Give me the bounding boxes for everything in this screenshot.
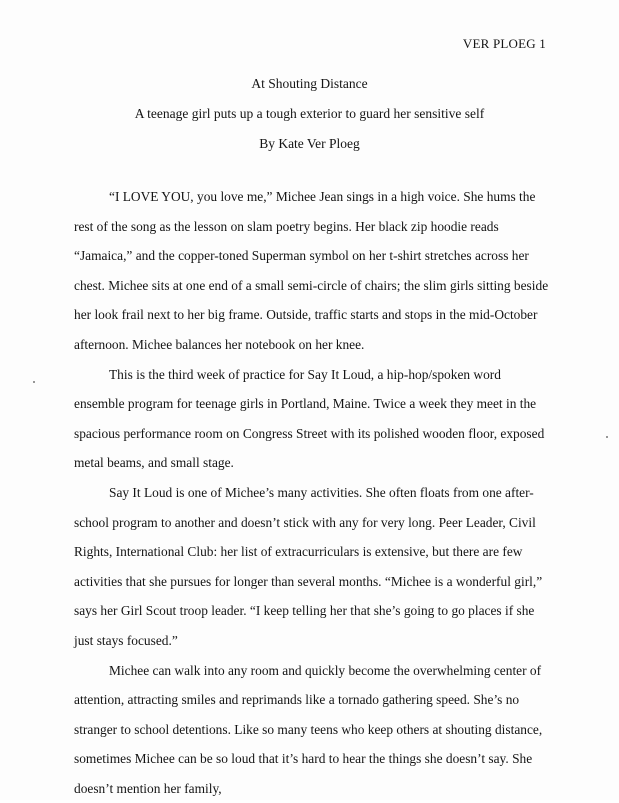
title-block: [0, 69, 619, 159]
running-head: VER PLOEG 1: [463, 36, 546, 52]
body-paragraph: Say It Loud is one of Michee’s many activities. She often floats from one after-school program to another and doesn’t stick with any for very long. Peer Leader, Civil Rights, International Club: her list of extracurriculars is extensive, but there are few activities that she pursues for longer than several months. “Michee is a wonderful girl,” says her Girl Scout troop leader. “I keep telling her that she’s going to go places if she just stays focused.”: [74, 478, 554, 656]
article-title: At Shouting Distance: [0, 69, 619, 99]
article-body: [74, 182, 554, 803]
scan-speck: [33, 381, 35, 383]
body-paragraph: This is the third week of practice for Say It Loud, a hip-hop/spoken word ensemble program for teenage girls in Portland, Maine. Twice a week they meet in the spacious performance room on Congress Street with its polished wooden floor, exposed metal beams, and small stage.: [74, 360, 554, 478]
scan-speck: [606, 436, 608, 438]
body-paragraph: “I LOVE YOU, you love me,” Michee Jean sings in a high voice. She hums the rest of the song as the lesson on slam poetry begins. Her black zip hoodie reads “Jamaica,” and the copper-toned Superman symbol on her t-shirt stretches across her chest. Michee sits at one end of a small semi-circle of chairs; the slim girls sitting beside her look frail next to her big frame. Outside, traffic starts and stops in the mid-October afternoon. Michee balances her notebook on her knee.: [74, 182, 554, 360]
body-paragraph: Michee can walk into any room and quickly become the overwhelming center of attention, attracting smiles and reprimands like a tornado gathering speed. She’s no stranger to school detentions. Like so many teens who keep others at shouting distance, sometimes Michee can be so loud that it’s hard to hear the things she doesn’t say. She doesn’t mention her family,: [74, 656, 554, 803]
article-byline: By Kate Ver Ploeg: [0, 129, 619, 159]
article-subtitle: A teenage girl puts up a tough exterior to guard her sensitive self: [0, 99, 619, 129]
